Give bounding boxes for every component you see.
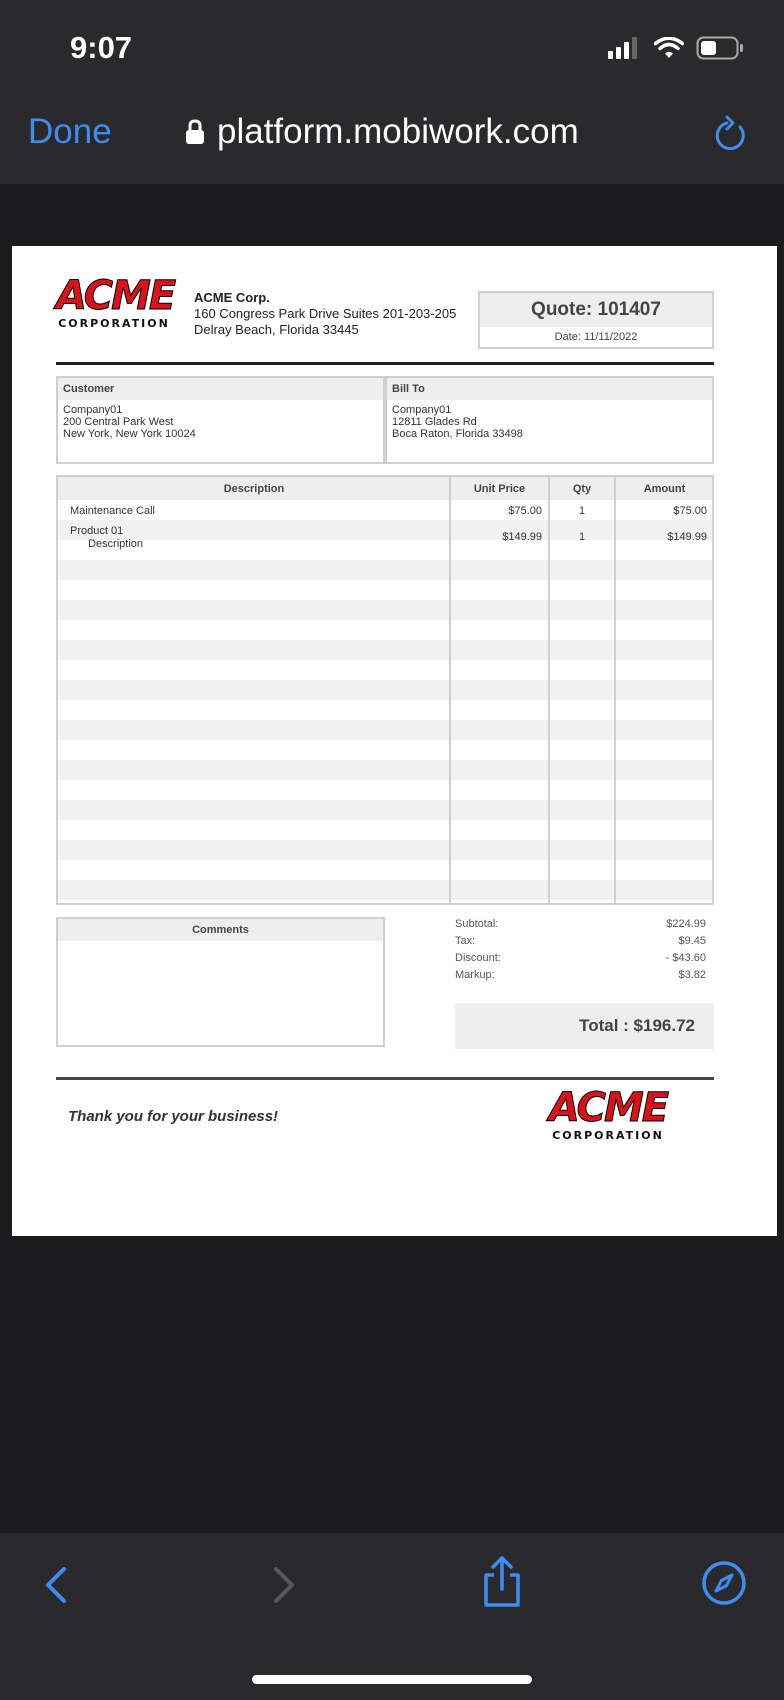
logo-subtitle: CORPORATION: [58, 317, 170, 330]
item-2-description: Product 01: [70, 525, 124, 537]
discount-value: - $43.60: [665, 952, 706, 964]
customer-header: Customer: [58, 378, 383, 400]
thank-you-message: Thank you for your business!: [68, 1108, 279, 1125]
address-bar[interactable]: [185, 112, 579, 152]
quote-document: [12, 246, 777, 1236]
company-address-2: Delray Beach, Florida 33445: [194, 322, 359, 337]
forward-icon[interactable]: [264, 1561, 300, 1609]
lock-icon: [185, 119, 205, 145]
tax-value: $9.45: [678, 935, 706, 947]
item-2-detail: Description: [88, 538, 144, 550]
tax-label: Tax:: [455, 935, 476, 947]
home-indicator[interactable]: [252, 1675, 532, 1684]
item-1-qty: 1: [578, 505, 586, 517]
clock: 9:07: [70, 30, 133, 65]
bill-to-line-2: 12811 Glades Rd: [392, 416, 477, 428]
done-button[interactable]: Done: [28, 112, 112, 151]
item-2-qty: 1: [578, 531, 586, 543]
url-text: platform.mobiwork.com: [217, 112, 579, 151]
comments-box: [56, 917, 385, 1047]
totals-summary: [455, 918, 715, 986]
header-divider: [56, 362, 714, 365]
col-description: Description: [223, 483, 285, 495]
back-icon[interactable]: [40, 1561, 76, 1609]
bill-to-box: [385, 376, 714, 464]
item-2-amount: $149.99: [667, 531, 707, 543]
bill-to-header: Bill To: [387, 378, 712, 400]
col-unit-price: Unit Price: [473, 483, 526, 495]
subtotal-value: $224.99: [666, 918, 706, 930]
item-1-amount: $75.00: [673, 505, 707, 517]
company-info: [194, 290, 456, 338]
col-amount: Amount: [643, 483, 686, 495]
logo-word: ACME: [548, 1085, 668, 1131]
signal-icon: [608, 37, 642, 59]
col-qty: Qty: [572, 483, 592, 495]
customer-box: [56, 376, 385, 464]
markup-label: Markup:: [455, 969, 495, 981]
discount-label: Discount:: [455, 952, 501, 964]
footer-divider: [56, 1077, 714, 1080]
customer-line-3: New York, New York 10024: [63, 428, 196, 440]
subtotal-label: Subtotal:: [455, 918, 499, 930]
logo-word: ACME: [56, 273, 175, 319]
acme-logo-footer: [546, 1085, 670, 1142]
comments-header: Comments: [58, 919, 383, 941]
customer-line-1: Company01: [63, 404, 123, 416]
customer-line-2: 200 Central Park West: [63, 416, 174, 428]
battery-icon: [696, 36, 744, 60]
quote-header-box: [478, 291, 714, 349]
reload-icon[interactable]: [714, 114, 748, 152]
bill-to-line-1: Company01: [392, 404, 452, 416]
status-bar: [0, 0, 784, 84]
browser-nav-bar: [0, 84, 784, 184]
item-1-unit-price: $75.00: [508, 505, 542, 517]
share-icon[interactable]: [480, 1555, 524, 1609]
item-1-description: Maintenance Call: [70, 505, 155, 517]
item-2-unit-price: $149.99: [502, 531, 542, 543]
line-items-table: [56, 475, 714, 905]
quote-title: Quote: 101407: [480, 293, 712, 327]
compass-icon[interactable]: [700, 1559, 748, 1607]
logo-subtitle: CORPORATION: [552, 1129, 664, 1142]
status-icons: [608, 36, 744, 60]
company-address-1: 160 Congress Park Drive Suites 201-203-205: [194, 306, 457, 321]
grand-total: Total : $196.72: [455, 1003, 714, 1049]
company-name: ACME Corp.: [194, 290, 270, 305]
bill-to-line-3: Boca Raton, Florida 33498: [392, 428, 523, 440]
acme-logo: [56, 273, 175, 330]
quote-date: Date: 11/11/2022: [554, 331, 638, 343]
wifi-icon: [654, 37, 684, 59]
markup-value: $3.82: [678, 969, 706, 981]
